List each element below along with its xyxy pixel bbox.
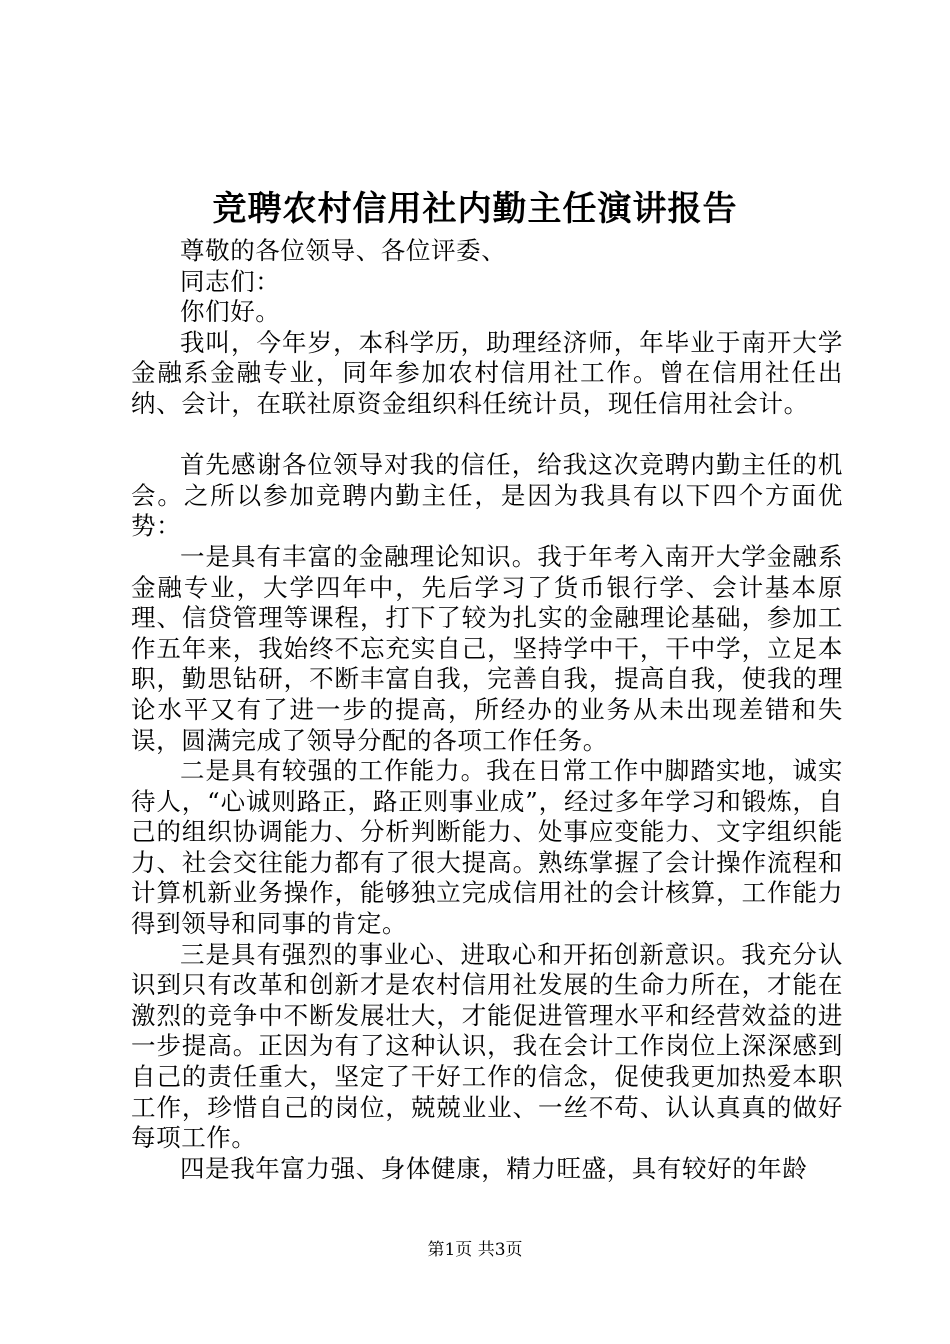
paragraph-introduction: 我叫，今年岁，本科学历，助理经济师，年毕业于南开大学金融系金融专业，同年参加农村信用社工作。曾在信用社任出纳、会计，在联社原资金组织科任统计员，现任信用社会计。 — [131, 327, 843, 418]
page-footer: 第1页 共3页 — [427, 1240, 523, 1260]
paragraph-advantage-2: 二是具有较强的工作能力。我在日常工作中脚踏实地，诚实待人，“心诚则路正，路正则事业成”，经过多年学习和锻炼，自己的组织协调能力、分析判断能力、处事应变能力、文字组织能力、社会交往能力都有了很大提高。熟练掌握了会计操作流程和计算机新业务操作，能够独立完成信用社的会计核算，工作能力得到领导和同事的肯定。 — [131, 756, 843, 939]
paragraph-advantage-3: 三是具有强烈的事业心、进取心和开拓创新意识。我充分认识到只有改革和创新才是农村信用社发展的生命力所在，才能在激烈的竞争中不断发展壮大，才能促进管理水平和经营效益的进一步提高。正因为有了这种认识，我在会计工作岗位上深深感到自己的责任重大，坚定了干好工作的信念，促使我更加热爱本职工作，珍惜自己的岗位，兢兢业业、一丝不苟、认认真真的做好每项工作。 — [131, 939, 843, 1153]
greeting-line-2: 同志们： — [180, 266, 281, 296]
paragraph-advantage-4: 四是我年富力强、身体健康，精力旺盛，具有较好的年龄 — [180, 1153, 808, 1183]
greeting-line-3: 你们好。 — [180, 297, 281, 327]
paragraph-thanks: 首先感谢各位领导对我的信任，给我这次竞聘内勤主任的机会。之所以参加竞聘内勤主任，是因为我具有以下四个方面优势： — [131, 450, 843, 541]
document-title: 竞聘农村信用社内勤主任演讲报告 — [212, 189, 738, 229]
paragraph-advantage-1: 一是具有丰富的金融理论知识。我于年考入南开大学金融系金融专业，大学四年中，先后学习了货币银行学、会计基本原理、信贷管理等课程，打下了较为扎实的金融理论基础，参加工作五年来，我始终不忘充实自己，坚持学中干，干中学，立足本职，勤思钻研，不断丰富自我，完善自我，提高自我，使我的理论水平又有了进一步的提高，所经办的业务从未出现差错和失误，圆满完成了领导分配的各项工作任务。 — [131, 541, 843, 755]
greeting-line-1: 尊敬的各位领导、各位评委、 — [180, 236, 507, 265]
document-body — [131, 236, 843, 1184]
paragraph-spacer — [131, 420, 843, 451]
